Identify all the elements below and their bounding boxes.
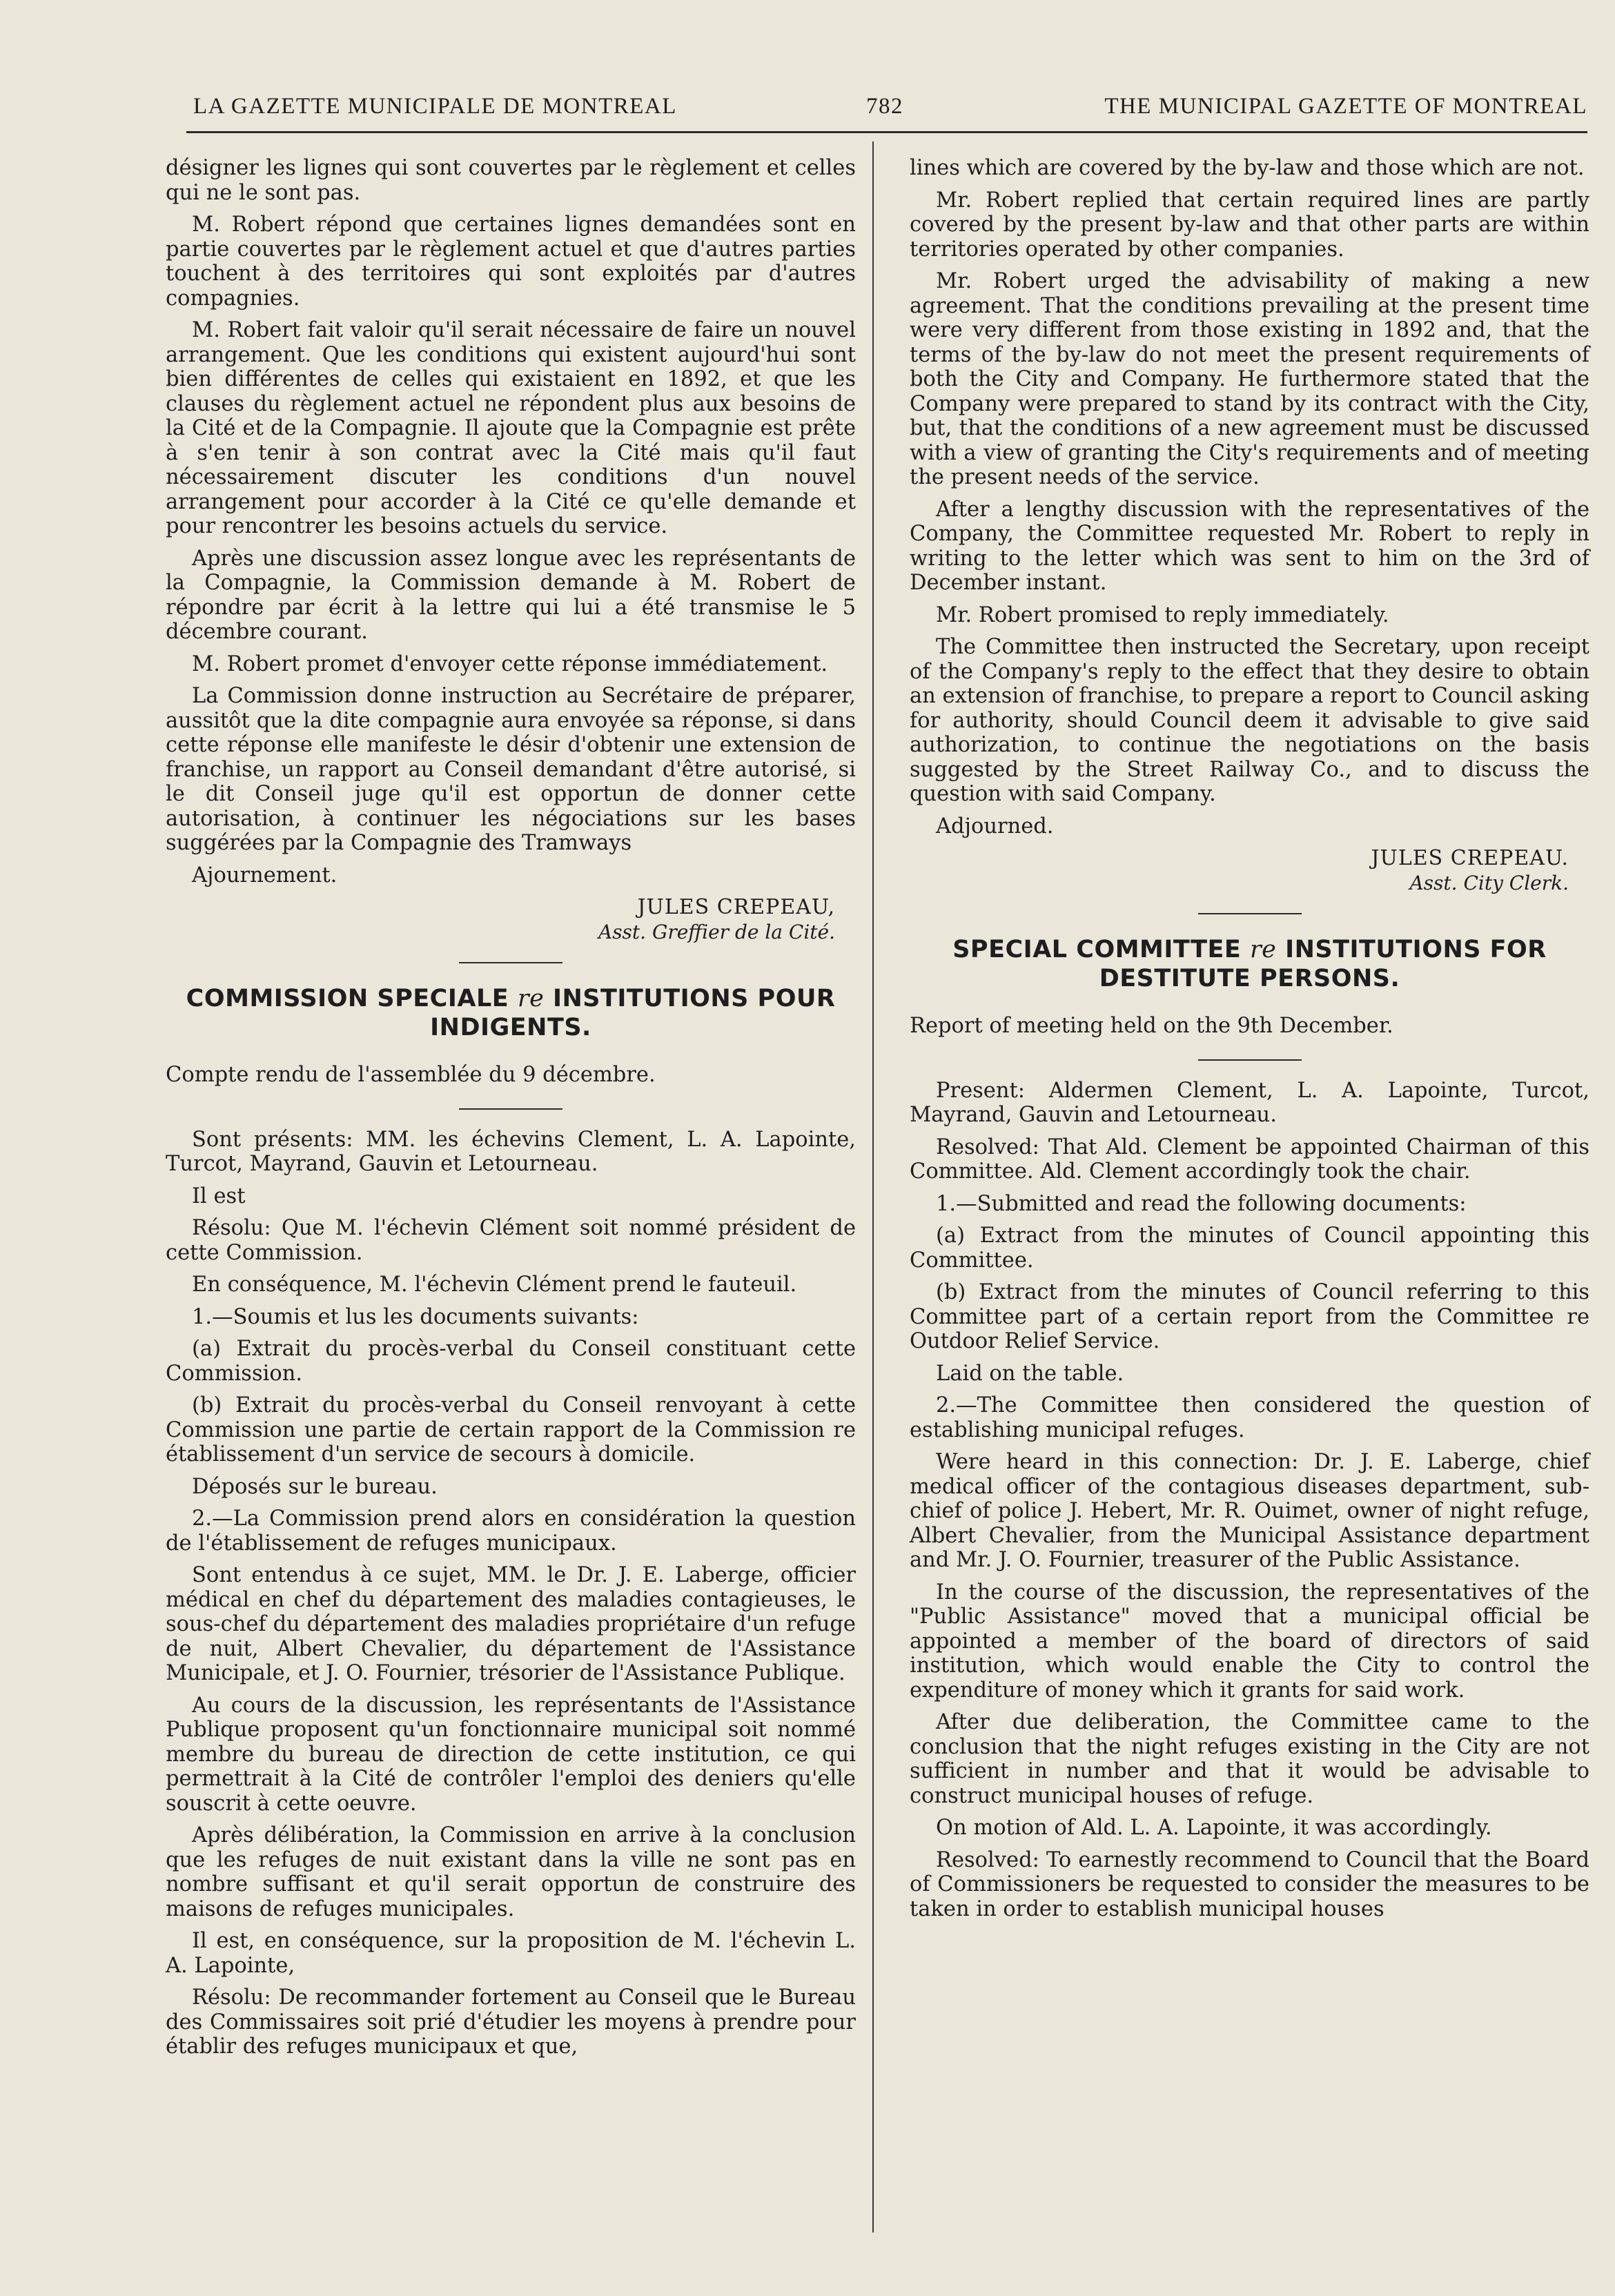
paragraph: M. Robert fait valoir qu'il serait nécessaire de faire un nouvel arrangement. Que les conditions qui existent aujourd'hui sont bien différentes de celles qui existaient en 1892, et que les clauses du règlement actuel ne répondent plus aux besoins de la Cité et de la Compagnie. Il ajoute que la Compagnie est prête à s'en tenir à son contrat avec la Cité mais qu'il faut nécessairement discuter les conditions d'un nouvel arrangement pour accorder à la Cité ce qu'elle demande et pour rencontrer les besoins actuels du service. (166, 318, 856, 538)
signature (910, 846, 1569, 895)
signature-name: JULES CREPEAU. (1371, 846, 1569, 870)
paragraph: M. Robert répond que certaines lignes demandées sont en partie couvertes par le règlement actuel et que d'autres parties touchent à des territoires qui sont exploités par d'autres compagnies. (166, 213, 856, 311)
paragraph: After due deliberation, the Committee came to the conclusion that the night refuges existing in the City are not sufficient in number and that it would be advisable to construct municipal houses of refuge. (910, 1710, 1589, 1808)
section-rule (459, 962, 562, 963)
paragraph: Sont présents: MM. les échevins Clement, L. A. Lapointe, Turcot, Mayrand, Gauvin et Letourneau. (166, 1127, 856, 1176)
paragraph: Mr. Robert promised to reply immediately. (936, 602, 1389, 627)
report-line: Compte rendu de l'assemblée du 9 décembre. (166, 1063, 656, 1087)
section-heading: SPECIAL COMMITTEE re INSTITUTIONS FOR DESTITUTE PERSONS. (952, 936, 1547, 992)
paragraph: Were heard in this connection: Dr. J. E. Laberge, chief medical officer of the contagious diseases department, sub-chief of police J. Hebert, Mr. R. Ouimet, owner of night refuge, Albert Chevalier, from the Municipal Assistance department and Mr. J. O. Fournier, treasurer of the Public Assistance. (910, 1450, 1589, 1572)
paragraph: (a) Extract from the minutes of Council appointing this Committee. (910, 1224, 1589, 1273)
signature-title: Asst. City Clerk. (1409, 871, 1569, 894)
paragraph: Laid on the table. (936, 1361, 1124, 1386)
paragraph: Mr. Robert urged the advisability of making a new agreement. That the conditions prevailing at the present time were very different from those existing in 1892 and, that the terms of the by-law do not meet the present requirements of both the City and Company. He furthermore stated that the Company were prepared to stand by its contract with the City, but, that the conditions of a new agreement must be discussed with a view of granting the City's requirements and of meeting the present needs of the service. (910, 269, 1589, 489)
french-column (166, 156, 856, 2067)
paragraph: 2.—La Commission prend alors en considération la question de l'établissement de refuges municipaux. (166, 1507, 856, 1556)
paragraph: La Commission donne instruction au Secrétaire de préparer, aussitôt que la dite compagnie aura envoyée sa réponse, si dans cette réponse elle manifeste le désir d'obtenir une extension de franchise, un rapport au Conseil demandant d'être autorisé, si le dit Conseil juge qu'il est opportun de donner cette autorisation, à continuer les négociations sur les bases suggérées par la Compagnie des Tramways (166, 684, 856, 855)
signature (166, 895, 835, 944)
report-line: Report of meeting held on the 9th December. (910, 1014, 1393, 1038)
english-column (910, 156, 1589, 1929)
section-rule (1198, 913, 1302, 914)
paragraph: Sont entendus à ce sujet, MM. le Dr. J. E. Laberge, officier médical en chef du département des maladies contagieuses, le sous-chef du département des maladies propriétaire d'un refuge de nuit, Albert Chevalier, du département de l'Assistance Municipale, et J. O. Fournier, trésorier de l'Assistance Publique. (166, 1563, 856, 1685)
header-title-french: LA GAZETTE MUNICIPALE DE MONTREAL (193, 94, 677, 119)
paragraph: Adjourned. (936, 814, 1054, 838)
section-rule (459, 1108, 562, 1110)
paragraph: Résolu: Que M. l'échevin Clément soit nommé président de cette Commission. (166, 1216, 856, 1265)
page-header (186, 88, 1587, 130)
section-heading: COMMISSION SPECIALE re INSTITUTIONS POUR INDIGENTS. (186, 985, 836, 1041)
paragraph: 2.—The Committee then considered the question of establishing municipal refuges. (910, 1393, 1589, 1442)
paragraph: Resolved: To earnestly recommend to Council that the Board of Commissioners be requested to consider the measures to be taken in order to establish municipal houses (910, 1847, 1589, 1921)
paragraph: 1.—Submitted and read the following documents: (936, 1191, 1467, 1216)
page-number: 782 (866, 94, 903, 119)
paragraph: Déposés sur le bureau. (192, 1474, 438, 1499)
paragraph: Mr. Robert replied that certain required lines are partly covered by the present by-law and that other parts are within territories operated by other companies. (910, 188, 1589, 262)
paragraph: Il est (192, 1184, 246, 1208)
paragraph: En conséquence, M. l'échevin Clément prend le fauteuil. (192, 1273, 797, 1297)
paragraph: lines which are covered by the by-law and those which are not. (910, 156, 1585, 180)
paragraph: (b) Extrait du procès-verbal du Conseil renvoyant à cette Commission une partie de certain rapport de la Commission re établissement d'un service de secours à domicile. (166, 1393, 856, 1466)
paragraph: After a lengthy discussion with the representatives of the Company, the Committee requested Mr. Robert to reply in writing to the letter which was sent to him on the 3rd of December instant. (910, 497, 1589, 595)
paragraph: Résolu: De recommander fortement au Conseil que le Bureau des Commissaires soit prié d'étudier les moyens à prendre pour établir des refuges municipaux et que, (166, 1985, 856, 2059)
signature-title: Asst. Greffier de la Cité. (598, 920, 835, 943)
paragraph: Il est, en conséquence, sur la proposition de M. l'échevin L. A. Lapointe, (166, 1929, 856, 1978)
column-divider (872, 141, 874, 2233)
header-rule (186, 131, 1587, 133)
signature-name: JULES CREPEAU, (637, 895, 835, 919)
paragraph: (a) Extrait du procès-verbal du Conseil constituant cette Commission. (166, 1337, 856, 1386)
paragraph: (b) Extract from the minutes of Council referring to this Committee part of a certain report from the Committee re Outdoor Relief Service. (910, 1280, 1589, 1353)
paragraph: Au cours de la discussion, les représentants de l'Assistance Publique proposent qu'un fonctionnaire municipal soit nommé membre du bureau de direction de cette institution, ce qui permettrait à la Cité de contrôler l'emploi des deniers qu'elle souscrit à cette oeuvre. (166, 1693, 856, 1816)
section-rule (1198, 1059, 1302, 1061)
paragraph: On motion of Ald. L. A. Lapointe, it was accordingly. (936, 1816, 1492, 1840)
paragraph: 1.—Soumis et lus les documents suivants: (192, 1304, 639, 1329)
paragraph: In the course of the discussion, the representatives of the "Public Assistance" moved that a municipal official be appointed a member of the board of directors of said institution, which would enable the City to control the expenditure of money which it grants for said work. (910, 1580, 1589, 1703)
paragraph: désigner les lignes qui sont couvertes par le règlement et celles qui ne le sont pas. (166, 156, 856, 205)
paragraph: Ajournement. (192, 863, 337, 887)
paragraph: Resolved: That Ald. Clement be appointed Chairman of this Committee. Ald. Clement accordingly took the chair. (910, 1135, 1589, 1184)
paragraph: The Committee then instructed the Secretary, upon receipt of the Company's reply to the effect that they desire to obtain an extension of franchise, to prepare a report to Council asking for authority, should Council deem it advisable to give said authorization, to continue the negotiations on the basis suggested by the Street Railway Co., and to discuss the question with said Company. (910, 635, 1589, 806)
header-title-english: THE MUNICIPAL GAZETTE OF MONTREAL (1104, 94, 1587, 119)
paragraph: Present: Aldermen Clement, L. A. Lapointe, Turcot, Mayrand, Gauvin and Letourneau. (910, 1078, 1589, 1127)
paragraph: M. Robert promet d'envoyer cette réponse immédiatement. (192, 651, 828, 676)
paragraph: Après délibération, la Commission en arrive à la conclusion que les refuges de nuit existant dans la ville ne sont pas en nombre suffisant et qu'il serait opportun de construire des maisons de refuges municipales. (166, 1823, 856, 1921)
paragraph: Après une discussion assez longue avec les représentants de la Compagnie, la Commission demande à M. Robert de répondre par écrit à la lettre qui lui a été transmise le 5 décembre courant. (166, 546, 856, 644)
